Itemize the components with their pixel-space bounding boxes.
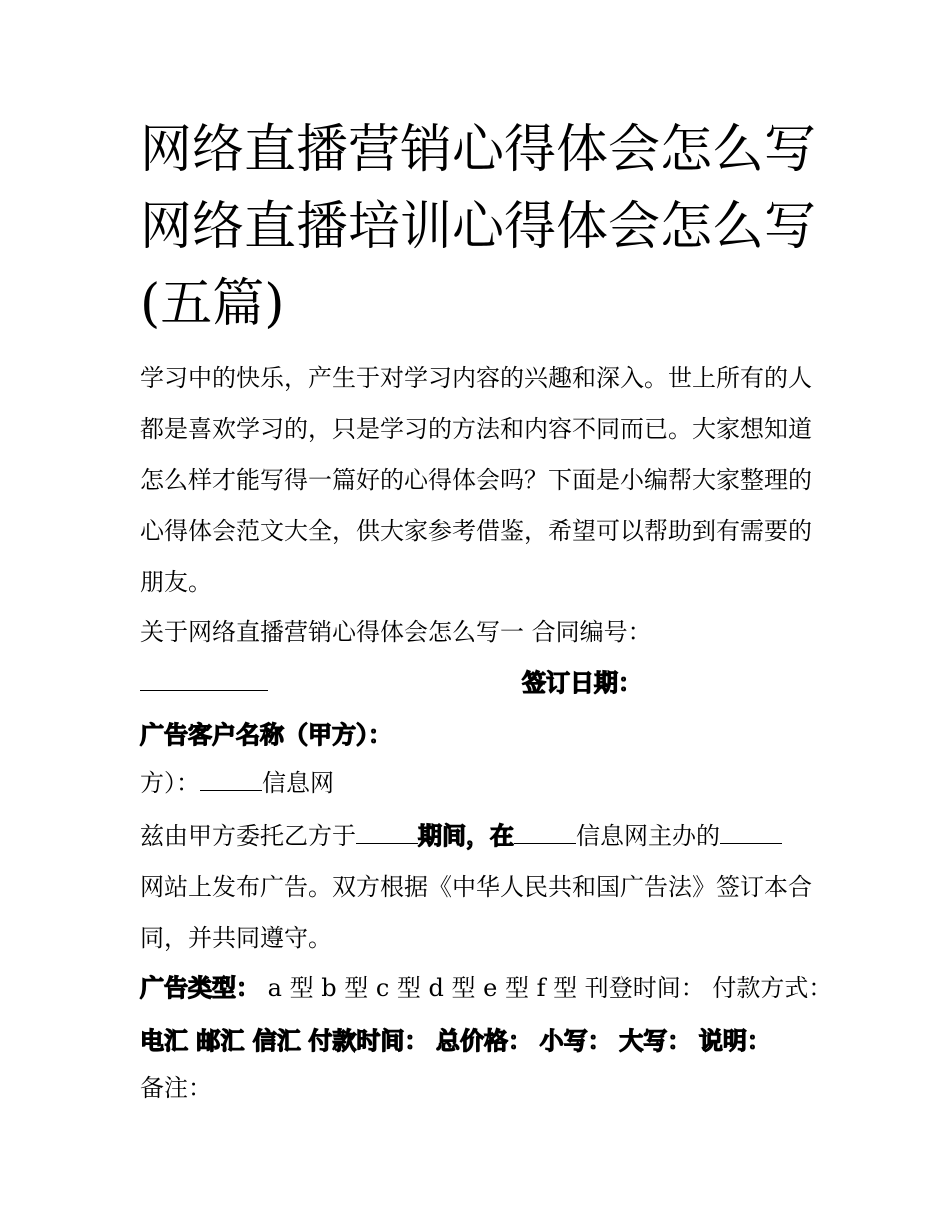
commission-continued: 网站上发布广告。双方根据《中华人民共和国广告法》签订本合同，并共同遵守。 — [140, 873, 812, 952]
client-name-row — [140, 720, 392, 750]
title-line-1: 网络直播营销心得体会怎么写 — [140, 120, 817, 180]
period-blank — [356, 823, 418, 844]
ad-type-label: 广告类型： — [140, 974, 260, 1002]
client-name-label: 广告客户名称（甲方）： — [140, 721, 392, 749]
payment-row — [140, 1026, 771, 1056]
commission-row — [140, 821, 782, 851]
party-b-label: 方）： — [140, 769, 200, 797]
uppercase-amount-label: 大写： — [619, 1027, 692, 1055]
lowercase-amount-label: 小写： — [539, 1027, 612, 1055]
total-price-label: 总价格： — [436, 1027, 532, 1055]
intro-paragraph: 学习中的快乐，产生于对学习内容的兴趣和深入。世上所有的人都是喜欢学习的，只是学习的方法和内容不同而已。大家想知道怎么样才能写得一篇好的心得体会吗？下面是小编帮大家整理的心得体会范文大全，供大家参考借鉴，希望可以帮助到有需要的朋友。 — [140, 364, 812, 596]
remarks-label: 备注： — [140, 1074, 212, 1102]
title-line-3: (五篇) — [140, 274, 285, 334]
title-line-2: 网络直播培训心得体会怎么写 — [140, 197, 817, 257]
ad-type-options: a 型 b 型 c 型 d 型 e 型 f 型 — [267, 974, 578, 1002]
commission-text-1: 兹由甲方委托乙方于 — [140, 822, 356, 850]
contract-number-row — [140, 668, 642, 698]
site-blank — [720, 823, 782, 844]
ad-type-row — [140, 973, 832, 1003]
payment-method-label: 付款方式： — [712, 974, 833, 1002]
commission-text-3: 信息网主办的 — [576, 822, 720, 850]
info-net-label: 信息网 — [262, 769, 334, 797]
sign-date-label: 签订日期： — [522, 669, 642, 697]
publish-time-label: 刊登时间： — [584, 974, 705, 1002]
party-b-row — [140, 768, 334, 798]
party-b-blank — [200, 770, 262, 791]
commission-text-2: 期间，在 — [418, 822, 514, 850]
location-blank — [514, 823, 576, 844]
explanation-label: 说明： — [698, 1027, 771, 1055]
document-title — [140, 112, 840, 343]
payment-methods: 电汇 邮汇 信汇 — [140, 1027, 301, 1055]
contract-number-blank — [140, 670, 268, 691]
payment-time-label: 付款时间： — [308, 1027, 429, 1055]
section-heading: 关于网络直播营销心得体会怎么写一 合同编号： — [140, 618, 652, 646]
